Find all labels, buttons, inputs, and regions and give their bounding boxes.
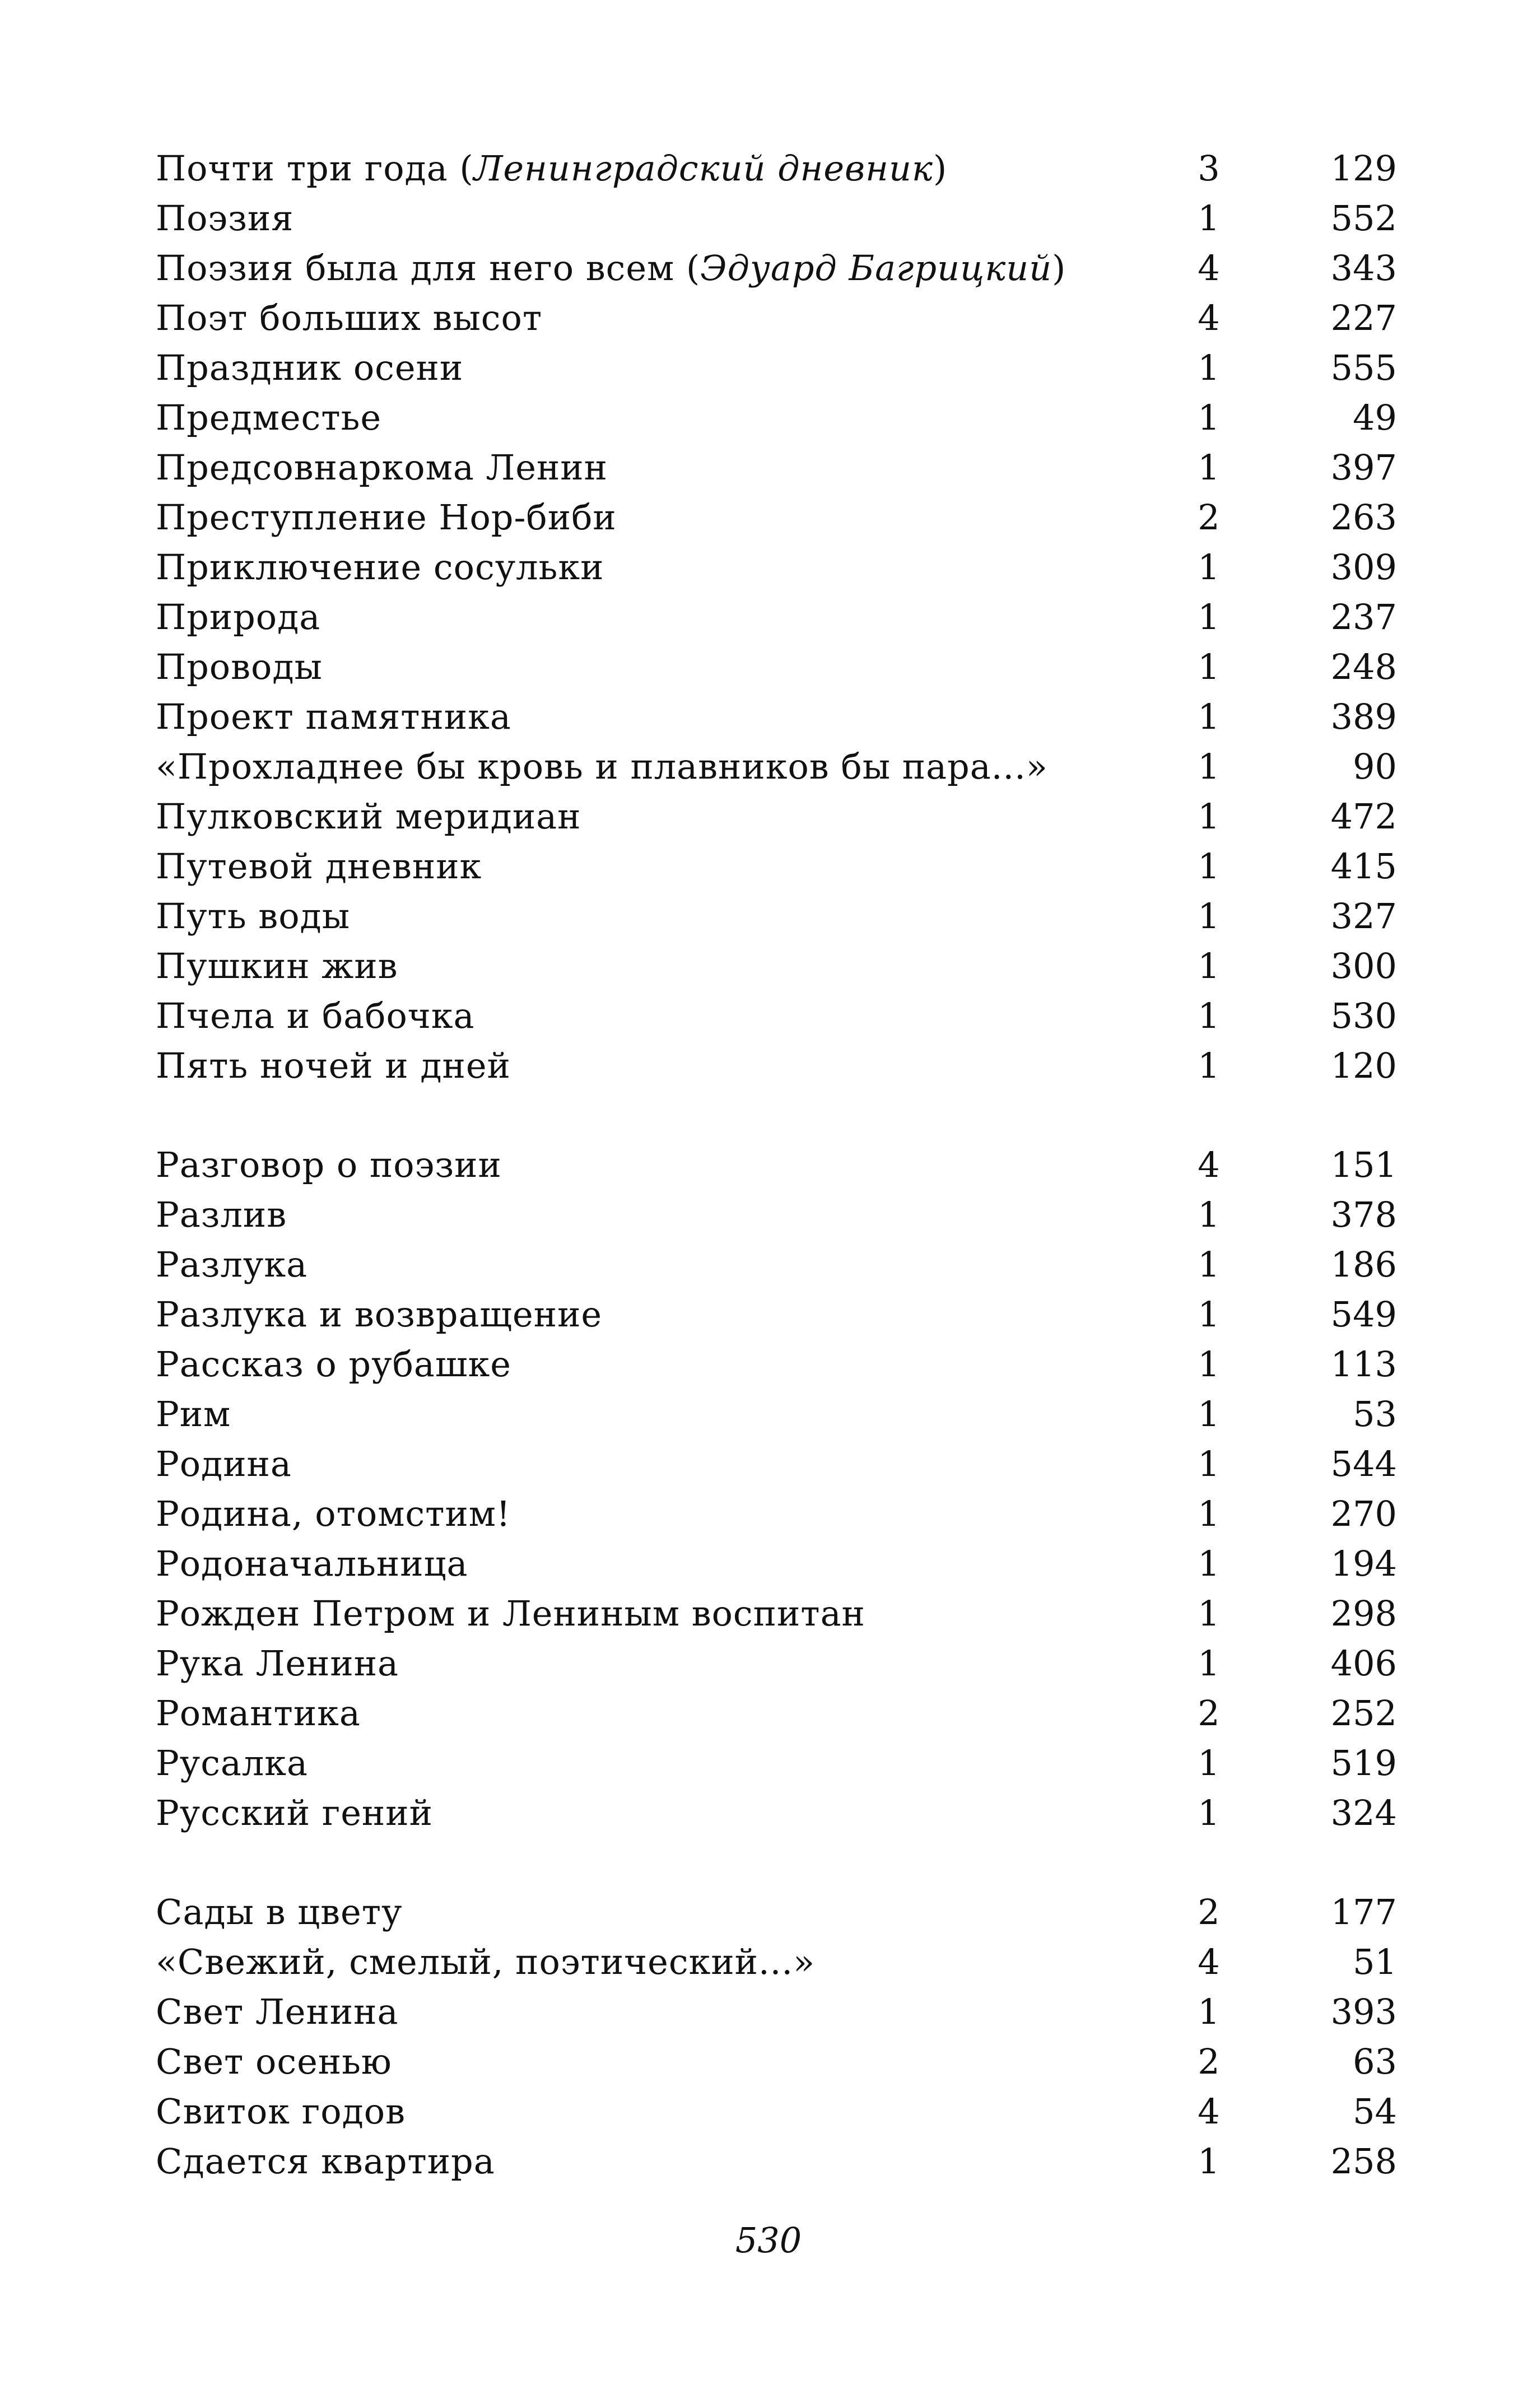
entry-title	[156, 1688, 361, 1738]
entry-title	[156, 1389, 231, 1439]
entry-page: 248	[1330, 646, 1397, 687]
entry-volume: 1	[1198, 1792, 1220, 1833]
entry-title-text: Путь воды	[156, 896, 351, 937]
entry-title-text: Почти три года (	[156, 148, 474, 189]
entry-page: 54	[1353, 2091, 1397, 2132]
entry-title	[156, 542, 604, 592]
index-entry	[156, 542, 1397, 592]
entry-page: 389	[1330, 696, 1397, 737]
entry-volume: 1	[1198, 1443, 1220, 1484]
entry-title	[156, 2086, 406, 2136]
entry-volume: 1	[1198, 1991, 1220, 2032]
entry-volume: 1	[1198, 447, 1220, 488]
entry-volume: 1	[1198, 1294, 1220, 1335]
entry-volume: 1	[1198, 945, 1220, 986]
entry-title-text: Приключение сосульки	[156, 547, 604, 588]
entry-page: 51	[1353, 1941, 1397, 1982]
entry-volume: 2	[1198, 497, 1220, 538]
entry-title-text: Свет Ленина	[156, 1991, 399, 2032]
entry-title-suffix: )	[933, 148, 948, 189]
entry-volume: 4	[1198, 248, 1220, 288]
entry-title	[156, 1987, 398, 2037]
entry-volume: 2	[1198, 2041, 1220, 2082]
entry-title-text: Поэт больших высот	[156, 297, 543, 338]
index-entry	[156, 2037, 1397, 2086]
entry-title	[156, 1289, 602, 1339]
entry-title-text: Природа	[156, 597, 321, 637]
entry-title	[156, 1638, 399, 1688]
index-entry	[156, 1688, 1397, 1738]
entry-title-text: Пять ночей и дней	[156, 1045, 511, 1086]
entry-volume: 1	[1198, 1344, 1220, 1385]
entry-page: 472	[1330, 796, 1397, 837]
index-entry	[156, 1190, 1397, 1240]
entry-volume: 1	[1198, 1244, 1220, 1285]
entry-title	[156, 343, 463, 393]
entry-title	[156, 1240, 308, 1289]
entry-title-text: Русалка	[156, 1743, 308, 1783]
entry-page: 237	[1330, 597, 1397, 637]
entry-title	[156, 891, 350, 941]
entry-page: 258	[1330, 2141, 1397, 2182]
entry-page: 397	[1330, 447, 1397, 488]
entry-page: 53	[1353, 1394, 1397, 1434]
entry-page: 549	[1330, 1294, 1397, 1335]
entry-page: 129	[1330, 148, 1397, 189]
entry-title-text: Рим	[156, 1394, 231, 1434]
entry-title	[156, 492, 617, 542]
index-entry	[156, 1738, 1397, 1788]
index-entry	[156, 2086, 1397, 2136]
entry-volume: 1	[1198, 846, 1220, 887]
entry-page: 270	[1330, 1493, 1397, 1534]
entry-volume: 3	[1198, 148, 1220, 189]
index-entry	[156, 143, 1397, 193]
entry-title-text: Родоначальница	[156, 1543, 468, 1584]
index-entry	[156, 1289, 1397, 1339]
entry-title	[156, 293, 542, 343]
index-entry	[156, 193, 1397, 243]
entry-title-text: Сады в цвету	[156, 1892, 403, 1932]
entry-title	[156, 1140, 502, 1190]
index-entry	[156, 1638, 1397, 1688]
entry-title-text: «Свежий, смелый, поэтический...»	[156, 1941, 816, 1982]
entry-title	[156, 193, 294, 243]
index-entry	[156, 841, 1397, 891]
index-entry	[156, 1987, 1397, 2037]
entry-title-text: Родина	[156, 1443, 292, 1484]
index-entry	[156, 791, 1397, 841]
entry-volume: 1	[1198, 347, 1220, 388]
entry-title	[156, 1788, 433, 1838]
index-entry	[156, 891, 1397, 941]
entry-page: 151	[1330, 1144, 1397, 1185]
entry-volume: 1	[1198, 198, 1220, 239]
entry-volume: 1	[1198, 1394, 1220, 1434]
entry-title	[156, 1738, 308, 1788]
entry-page: 49	[1353, 397, 1397, 438]
entry-title	[156, 1539, 468, 1589]
entry-volume: 4	[1198, 1941, 1220, 1982]
entry-title-text: Разлука и возвращение	[156, 1294, 603, 1335]
entry-volume: 4	[1198, 1144, 1220, 1185]
index-entry	[156, 1389, 1397, 1439]
entry-title	[156, 742, 1048, 791]
entry-page: 519	[1330, 1743, 1397, 1783]
entry-title-text: Пчела и бабочка	[156, 995, 475, 1036]
entry-title	[156, 1339, 511, 1389]
entry-page: 194	[1330, 1543, 1397, 1584]
index-entry	[156, 1439, 1397, 1489]
entry-title-text: Пушкин жив	[156, 945, 398, 986]
entry-volume: 1	[1198, 1194, 1220, 1235]
entry-title-text: Рука Ленина	[156, 1643, 399, 1684]
entry-page: 63	[1353, 2041, 1397, 2082]
index-entry	[156, 742, 1397, 791]
entry-page: 113	[1330, 1344, 1397, 1385]
entry-volume: 1	[1198, 397, 1220, 438]
entry-page: 555	[1330, 347, 1397, 388]
entry-page: 406	[1330, 1643, 1397, 1684]
entry-page: 90	[1353, 746, 1397, 787]
entry-page: 343	[1330, 248, 1397, 288]
index-entry	[156, 343, 1397, 393]
index-group	[156, 1887, 1397, 2186]
entry-title	[156, 1887, 403, 1937]
entry-volume: 1	[1198, 2141, 1220, 2182]
entry-volume: 1	[1198, 995, 1220, 1036]
index-entry	[156, 1589, 1397, 1638]
index-group	[156, 1140, 1397, 1838]
entry-volume: 1	[1198, 746, 1220, 787]
page-number: 530	[735, 2220, 802, 2261]
entry-title	[156, 991, 475, 1041]
entry-title	[156, 941, 398, 991]
index-entry	[156, 393, 1397, 443]
entry-page: 186	[1330, 1244, 1397, 1285]
index-entry	[156, 1041, 1397, 1091]
entry-title	[156, 393, 381, 443]
index-entry	[156, 941, 1397, 991]
entry-volume: 1	[1198, 1593, 1220, 1634]
entry-title	[156, 243, 1066, 293]
index-entry	[156, 2136, 1397, 2186]
entry-page: 252	[1330, 1693, 1397, 1734]
entry-volume: 1	[1198, 1743, 1220, 1783]
index-entry	[156, 1240, 1397, 1289]
entry-title-text: Путевой дневник	[156, 846, 482, 887]
entry-volume: 1	[1198, 1543, 1220, 1584]
entry-page: 324	[1330, 1792, 1397, 1833]
entry-title-italic: Эдуард Багрицкий	[700, 248, 1052, 288]
entry-title	[156, 592, 320, 642]
entry-volume: 1	[1198, 796, 1220, 837]
entry-title	[156, 1190, 287, 1240]
index-entry	[156, 1788, 1397, 1838]
entry-page: 309	[1330, 547, 1397, 588]
entry-title	[156, 1937, 815, 1987]
entry-volume: 2	[1198, 1693, 1220, 1734]
entry-page: 393	[1330, 1991, 1397, 2032]
entry-volume: 1	[1198, 696, 1220, 737]
entry-page: 263	[1330, 497, 1397, 538]
entry-title	[156, 642, 323, 692]
entry-page: 177	[1330, 1892, 1397, 1932]
entry-title-text: Предместье	[156, 397, 382, 438]
index-entry	[156, 243, 1397, 293]
index-entry	[156, 692, 1397, 742]
entry-title-suffix: )	[1052, 248, 1066, 288]
entry-title	[156, 841, 482, 891]
entry-volume: 4	[1198, 297, 1220, 338]
entry-title-text: «Прохладнее бы кровь и плавников бы пара...»	[156, 746, 1048, 787]
index-group	[156, 143, 1397, 1091]
entry-volume: 4	[1198, 2091, 1220, 2132]
index-entry	[156, 1140, 1397, 1190]
index-entry	[156, 1887, 1397, 1937]
entry-page: 552	[1330, 198, 1397, 239]
entry-page: 378	[1330, 1194, 1397, 1235]
index-entry	[156, 492, 1397, 542]
index-entry	[156, 443, 1397, 492]
entry-title	[156, 2136, 495, 2186]
entry-page: 227	[1330, 297, 1397, 338]
entry-title-text: Русский гений	[156, 1792, 433, 1833]
entry-page: 415	[1330, 846, 1397, 887]
entry-volume: 1	[1198, 1643, 1220, 1684]
entry-page: 120	[1330, 1045, 1397, 1086]
entry-page: 530	[1330, 995, 1397, 1036]
entry-title-text: Свиток годов	[156, 2091, 406, 2132]
entry-page: 544	[1330, 1443, 1397, 1484]
entry-title-text: Романтика	[156, 1693, 361, 1734]
index-entry	[156, 1489, 1397, 1539]
entry-volume: 1	[1198, 597, 1220, 637]
entry-page: 300	[1330, 945, 1397, 986]
entry-title-text: Поэзия была для него всем (	[156, 248, 701, 288]
entry-page: 298	[1330, 1593, 1397, 1634]
entry-page: 327	[1330, 896, 1397, 937]
entry-title-text: Предсовнаркома Ленин	[156, 447, 608, 488]
entry-title-text: Разлив	[156, 1194, 287, 1235]
entry-title-text: Проводы	[156, 646, 323, 687]
entry-title-text: Проект памятника	[156, 696, 511, 737]
entry-title-text: Пулковский меридиан	[156, 796, 581, 837]
entry-title-text: Праздник осени	[156, 347, 464, 388]
entry-title-text: Поэзия	[156, 198, 294, 239]
entry-volume: 1	[1198, 646, 1220, 687]
entry-title	[156, 1589, 865, 1638]
index-entry	[156, 1539, 1397, 1589]
entry-title-text: Рассказ о рубашке	[156, 1344, 511, 1385]
entry-title-text: Родина, отомстим!	[156, 1493, 511, 1534]
entry-title	[156, 1489, 511, 1539]
index-entry	[156, 592, 1397, 642]
entry-title-text: Рожден Петром и Лениным воспитан	[156, 1593, 865, 1634]
entry-title	[156, 791, 581, 841]
entry-volume: 1	[1198, 1493, 1220, 1534]
entry-title	[156, 143, 947, 193]
entry-title-text: Сдается квартира	[156, 2141, 495, 2182]
entry-title-italic: Ленинградский дневник	[473, 148, 933, 189]
entry-title	[156, 2037, 392, 2086]
entry-title	[156, 692, 511, 742]
entry-volume: 1	[1198, 547, 1220, 588]
entry-volume: 1	[1198, 896, 1220, 937]
index-entry	[156, 991, 1397, 1041]
index-entry	[156, 293, 1397, 343]
entry-title-text: Разговор о поэзии	[156, 1144, 502, 1185]
entry-title-text: Свет осенью	[156, 2041, 392, 2082]
entry-title	[156, 1041, 511, 1091]
entry-title-text: Преступление Нор-биби	[156, 497, 617, 538]
index-entry	[156, 1339, 1397, 1389]
index-entry	[156, 1937, 1397, 1987]
entry-title	[156, 443, 608, 492]
index-entry	[156, 642, 1397, 692]
entry-volume: 1	[1198, 1045, 1220, 1086]
entry-title-text: Разлука	[156, 1244, 308, 1285]
entry-title	[156, 1439, 292, 1489]
title-index-table	[156, 143, 1397, 2186]
entry-volume: 2	[1198, 1892, 1220, 1932]
